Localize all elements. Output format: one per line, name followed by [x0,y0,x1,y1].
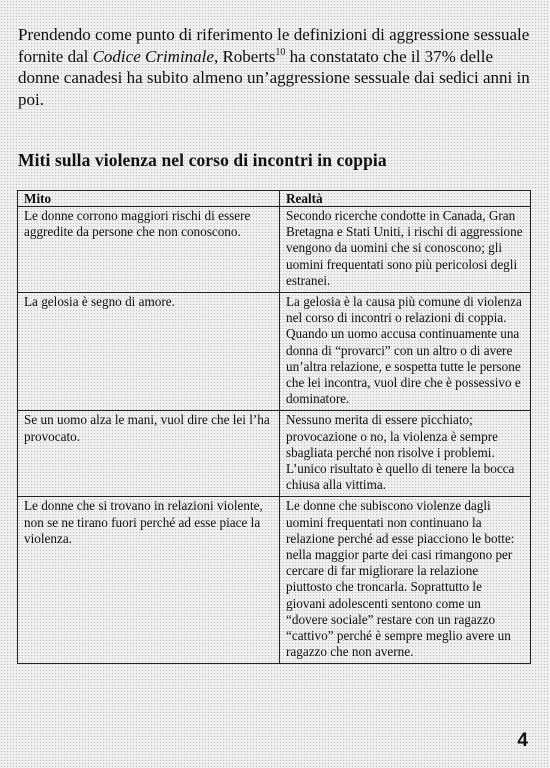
intro-author: , Roberts [213,46,276,66]
section-title: Miti sulla violenza nel corso di incontri in coppia [18,150,387,170]
header-reality: Realtà [280,191,531,207]
myth-cell: Le donne che si trovano in relazioni violente, non se ne tirano fuori perché ad esse piace la violenza. [18,497,280,664]
page-number: 4 [517,730,528,751]
intro-text-start: Prendendo come punto di riferimento le definizioni di aggressione sessuale fornite dal [18,25,530,66]
table-row [18,293,531,411]
footnote-marker: 10 [275,46,286,58]
myth-cell: Se un uomo alza le mani, vuol dire che lei l’ha provocato. [18,411,280,497]
intro-text-end: ha constatato che il 37% delle donne canadesi ha subito almeno un’aggressione sessuale dai sedici anni in poi. [18,46,530,109]
myth-cell: La gelosia è segno di amore. [18,293,280,411]
reality-cell: La gelosia è la causa più comune di violenza nel corso di incontri o relazioni di coppia. Quando un uomo accusa continuamente una donna di “provarci” con un altro o di avere un’altra relazione, e sospetta tutte le persone che lei incontra, vuol dire che è possessivo e dominatore. [280,293,531,411]
table-row [18,497,531,664]
intro-paragraph [18,24,538,110]
table-header-row [18,191,531,207]
table-row [18,207,531,293]
myth-cell: Le donne corrono maggiori rischi di essere aggredite da persone che non conoscono. [18,207,280,293]
citation-title: Codice Criminale [92,46,214,66]
reality-cell: Nessuno merita di essere picchiato; provocazione o no, la violenza è sempre sbagliata perché non risolve i problemi. L’unico risultato è quello di tenere la bocca chiusa alla vittima. [280,411,531,497]
header-myth: Mito [18,191,280,207]
reality-cell: Le donne che subiscono violenze dagli uomini frequentati non continuano la relazione perché ad esse piacciono le botte: nella maggior parte dei casi rimangono per cercare di far migliorare la relazione piuttosto che troncarla. Soprattutto le giovani adolescenti sentono come un “dovere sociale” restare con un ragazzo “cattivo” perché è sempre meglio avere un ragazzo che non averne. [280,497,531,664]
reality-cell: Secondo ricerche condotte in Canada, Gran Bretagna e Stati Uniti, i rischi di aggressione vengono da uomini che si conoscono; gli uomini frequentati sono più pericolosi degli estranei. [280,207,531,293]
table-row [18,411,531,497]
myths-table [17,190,531,664]
